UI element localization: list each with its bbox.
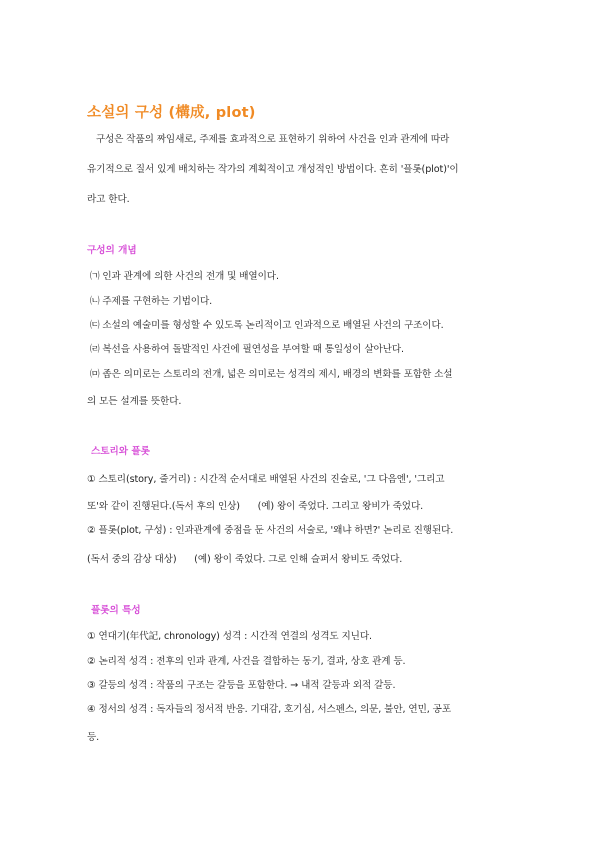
section-heading-story-plot: 스토리와 플롯 xyxy=(91,446,150,457)
trait-item: ② 논리적 성격 : 전후의 인과 관계, 사건을 결합하는 동기, 결과, 상호 관계 등. xyxy=(87,656,406,667)
section-heading-concept: 구성의 개념 xyxy=(87,245,137,256)
concept-item: ㈀ 인과 관계에 의한 사건의 전개 및 배열이다. xyxy=(87,271,279,282)
story-plot-line: ② 플롯(plot, 구성) : 인과관계에 중점을 둔 사건의 서술로, '왜냐 하면?' 논리로 진행된다. xyxy=(87,525,454,536)
trait-item: ④ 정서의 성격 : 독자들의 정서적 반응. 기대감, 호기심, 서스펜스, 의문, 불안, 연민, 공포 xyxy=(87,704,451,715)
story-plot-line: ① 스토리(story, 줄거리) : 시간적 순서대로 배열된 사건의 진술로, '그 다음엔', '그리고 xyxy=(87,474,445,485)
concept-item: ㈄ 좁은 의미로는 스토리의 전개, 넓은 의미로는 성격의 제시, 배경의 변화를 포함한 소설 xyxy=(87,369,453,380)
trait-item: ① 연대기(年代記, chronology) 성격 : 시간적 연결의 성격도 지닌다. xyxy=(87,631,372,642)
story-plot-line: 또'와 같이 진행된다.(독서 후의 인상) (예) 왕이 죽었다. 그리고 왕비가 죽었다. xyxy=(87,501,424,512)
section-heading-traits: 플롯의 특성 xyxy=(91,605,141,616)
trait-item: 등. xyxy=(87,732,100,743)
intro-line: 유기적으로 질서 있게 배치하는 작가의 계획적이고 개성적인 방법이다. 흔히 '플롯(plot)'이 xyxy=(87,164,459,175)
page-title: 소설의 구성 (構成, plot) xyxy=(87,105,256,121)
concept-item: 의 모든 설계를 뜻한다. xyxy=(87,396,182,407)
intro-line: 구성은 작품의 짜임새로, 주제를 효과적으로 표현하기 위하여 사건을 인과 관계에 따라 xyxy=(87,134,450,145)
intro-line: 라고 한다. xyxy=(87,194,130,205)
trait-item: ③ 갈등의 성격 : 작품의 구조는 갈등을 포함한다. → 내적 갈등과 외적 갈등. xyxy=(87,680,396,691)
concept-item: ㈃ 복선을 사용하여 돌발적인 사건에 필연성을 부여할 때 통일성이 살아난다. xyxy=(87,344,404,355)
concept-item: ㈂ 소설의 예술미를 형성할 수 있도록 논리적이고 인과적으로 배열된 사건의 구조이다. xyxy=(87,320,444,331)
story-plot-line: (독서 중의 감상 대상) (예) 왕이 죽었다. 그로 인해 슬퍼서 왕비도 죽었다. xyxy=(87,554,403,565)
concept-item: ㈁ 주제를 구현하는 기법이다. xyxy=(87,296,213,307)
